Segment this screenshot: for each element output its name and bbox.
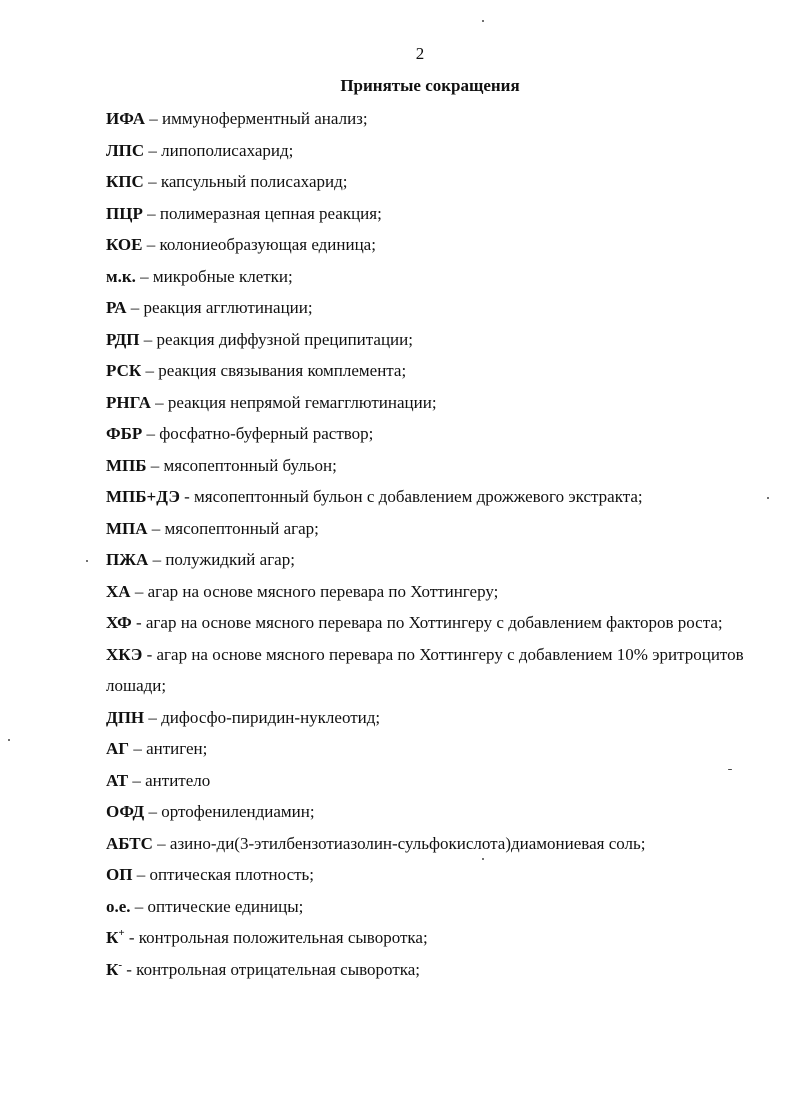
abbreviation-entry [106, 828, 759, 860]
abbreviation-definition: мясопептонный агар; [164, 518, 319, 538]
abbreviation-definition: реакция диффузной преципитации; [156, 329, 413, 349]
abbreviation-term: КПС [106, 172, 144, 191]
abbreviation-term-superscript: + [118, 927, 125, 939]
abbreviation-entry [106, 135, 759, 167]
abbreviation-entry [106, 891, 759, 923]
abbreviation-entry [106, 198, 759, 230]
abbreviation-definition: азино-ди(3-этилбензотиазолин-сульфокислота)диамониевая соль; [169, 833, 646, 853]
separator: – [135, 266, 153, 286]
abbreviation-term [106, 960, 122, 979]
abbreviation-entry [106, 166, 759, 198]
abbreviation-term: РНГА [106, 392, 151, 412]
abbreviation-entry [106, 859, 759, 891]
abbreviation-term: ДПН [106, 707, 145, 727]
abbreviation-entry [106, 639, 759, 702]
abbreviation-term: ОФД [106, 802, 145, 821]
abbreviation-term: РСК [106, 361, 142, 380]
separator: – [141, 361, 159, 380]
separator: – [144, 802, 162, 821]
abbreviation-definition: контрольная отрицательная сыворотка; [136, 959, 421, 979]
separator: - [122, 959, 137, 979]
abbreviation-definition: реакция связывания комплемента; [158, 361, 407, 380]
abbreviation-entry [106, 103, 759, 135]
abbreviation-entry [106, 796, 759, 828]
separator: – [126, 298, 144, 317]
abbreviation-definition: оптические единицы; [147, 896, 304, 916]
scan-speck [8, 739, 10, 741]
separator: – [146, 455, 164, 475]
separator: – [142, 424, 160, 443]
abbreviation-entry [106, 765, 759, 797]
abbreviation-entry [106, 513, 759, 545]
abbreviation-definition: оптическая плотность; [149, 865, 315, 884]
abbreviation-entry [106, 954, 759, 986]
abbreviation-entry [106, 922, 759, 954]
abbreviation-term: АТ [106, 770, 129, 790]
abbreviation-definition: контрольная положительная сыворотка; [138, 928, 428, 947]
abbreviation-entry [106, 387, 759, 419]
page-title: Принятые сокращения [340, 76, 520, 95]
abbreviation-definition: агар на основе мясного перевара по Хоттингеру; [147, 581, 499, 601]
abbreviation-entry [106, 702, 759, 734]
separator: – [129, 739, 147, 758]
abbreviation-term: АГ [106, 739, 130, 758]
abbreviation-term: ХКЭ [106, 644, 143, 664]
abbreviation-definition: агар на основе мясного перевара по Хоттингеру с добавлением 10% эритроцитов лошади; [106, 644, 744, 695]
abbreviation-term: ПЖА [106, 550, 149, 569]
abbreviation-term: РДП [106, 329, 140, 349]
scan-speck [728, 769, 732, 770]
abbreviation-term: ОП [106, 865, 133, 884]
abbreviation-entry [106, 607, 759, 639]
separator: – [147, 518, 165, 538]
separator: – [142, 203, 160, 223]
abbreviation-definition: фосфатно-буферный раствор; [159, 424, 374, 443]
abbreviation-term-letter: К [106, 928, 119, 947]
separator: - [142, 644, 157, 664]
abbreviation-entry [106, 292, 759, 324]
abbreviation-entry [106, 544, 759, 576]
abbreviation-definition: ортофенилендиамин; [161, 802, 315, 821]
separator: – [132, 865, 150, 884]
abbreviation-term: о.е. [106, 896, 131, 916]
separator: – [142, 235, 160, 254]
abbreviation-term: МПА [106, 518, 148, 538]
separator: - [131, 613, 146, 632]
abbreviation-definition: полимеразная цепная реакция; [159, 203, 382, 223]
abbreviation-definition: капсульный полисахарид; [160, 172, 348, 191]
separator: – [130, 896, 148, 916]
abbreviation-entry [106, 229, 759, 261]
scan-speck [86, 560, 88, 562]
abbreviation-definition: мясопептонный бульон; [163, 455, 337, 475]
abbreviation-definition: иммуноферментный анализ; [162, 109, 368, 128]
separator: – [148, 550, 166, 569]
separator: – [139, 329, 157, 349]
abbreviation-term: м.к. [106, 266, 136, 286]
abbreviation-term: МПБ+ДЭ [106, 487, 180, 506]
abbreviation-term: ЛПС [106, 140, 145, 160]
abbreviation-definition: дифосфо-пиридин-нуклеотид; [161, 707, 381, 727]
scan-speck [482, 858, 484, 860]
abbreviation-term-superscript: - [118, 958, 122, 971]
abbreviation-definition: агар на основе мясного перевара по Хоттингеру с добавлением факторов роста; [145, 613, 723, 632]
abbreviation-definition: колониеобразующая единица; [159, 235, 376, 254]
abbreviation-term: АБТС [106, 833, 153, 853]
abbreviation-term: ИФА [106, 109, 146, 128]
abbreviation-term: ХФ [106, 613, 132, 632]
abbreviation-list [106, 103, 759, 985]
abbreviation-definition: антитело [145, 770, 211, 790]
abbreviation-entry [106, 450, 759, 482]
separator: - [124, 928, 139, 947]
abbreviation-entry [106, 261, 759, 293]
abbreviation-definition: реакция непрямой гемагглютинации; [167, 392, 437, 412]
abbreviation-term: ПЦР [106, 203, 143, 223]
abbreviation-term: КОЕ [106, 235, 143, 254]
separator: – [144, 707, 162, 727]
abbreviation-term: ФБР [106, 424, 143, 443]
separator: – [145, 109, 163, 128]
abbreviation-entry [106, 418, 759, 450]
abbreviation-definition: полужидкий агар; [165, 550, 295, 569]
page-number: 2 [415, 44, 425, 63]
abbreviation-entry [106, 355, 759, 387]
abbreviation-definition: мясопептонный бульон с добавлением дрожжевого экстракта; [194, 487, 643, 506]
separator: - [179, 487, 195, 506]
separator: – [144, 140, 162, 160]
scan-speck [482, 20, 484, 22]
abbreviation-definition: антиген; [146, 739, 208, 758]
abbreviation-term: РА [106, 298, 127, 317]
separator: – [143, 172, 161, 191]
abbreviation-entry [106, 576, 759, 608]
abbreviation-term: ХА [106, 581, 131, 601]
abbreviation-definition: микробные клетки; [152, 266, 293, 286]
separator: – [128, 770, 146, 790]
scan-speck [767, 497, 769, 499]
abbreviation-definition: реакция агглютинации; [143, 298, 313, 317]
abbreviation-term: МПБ [106, 455, 147, 475]
separator: – [152, 833, 170, 853]
abbreviation-entry [106, 733, 759, 765]
separator: – [150, 392, 168, 412]
abbreviation-definition: липополисахарид; [161, 140, 294, 160]
abbreviation-entry [106, 481, 759, 513]
abbreviation-term [106, 928, 125, 947]
abbreviation-term-letter: К [106, 959, 119, 979]
separator: – [130, 581, 148, 601]
abbreviation-entry [106, 324, 759, 356]
